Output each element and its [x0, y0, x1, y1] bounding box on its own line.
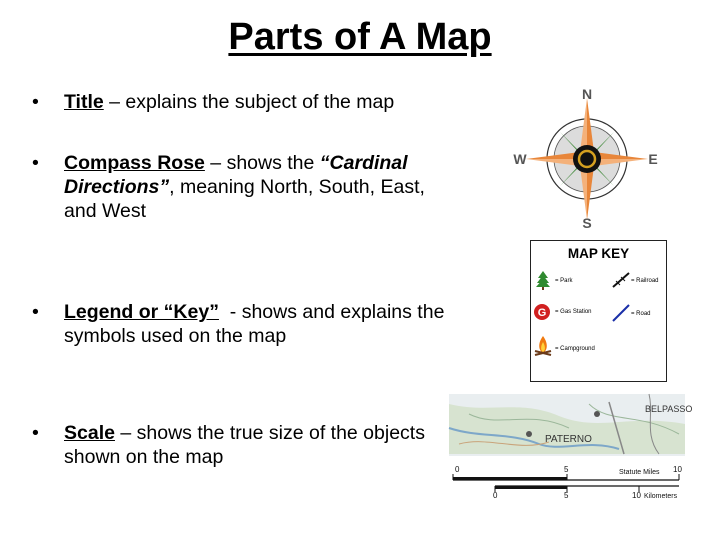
campground-icon — [535, 336, 551, 355]
miles-tick-0: 0 — [455, 465, 460, 474]
compass-rose-image — [512, 86, 662, 232]
bullet-text: , meaning North, South, East, and West — [64, 176, 425, 222]
term-compass-rose: Compass Rose — [64, 152, 205, 174]
gas-station-icon — [534, 304, 550, 320]
map-key-label-campground: = Campground — [555, 346, 595, 352]
km-label: Kilometers — [644, 493, 678, 500]
map-key-title: MAP KEY — [567, 246, 630, 261]
map-key-image — [530, 240, 667, 382]
compass-center-emblem — [573, 145, 601, 173]
bullet-emphasis: “Cardinal Directions” — [64, 152, 408, 198]
svg-text:G: G — [537, 307, 547, 319]
km-tick-0: 0 — [493, 491, 498, 500]
bullet-compass-rose — [32, 151, 452, 223]
miles-tick-5: 5 — [564, 465, 569, 474]
road-icon — [613, 305, 629, 321]
park-icon — [536, 271, 550, 290]
bullet-title — [32, 90, 452, 114]
term-scale: Scale — [64, 422, 115, 444]
compass-n-label: N — [581, 86, 593, 102]
bullet-dot: • — [32, 152, 39, 174]
map-key-label-railroad: = Railroad — [631, 278, 659, 284]
miles-tick-10: 10 — [673, 465, 682, 474]
compass-w-label: W — [513, 151, 527, 167]
bullet-dot: • — [32, 301, 39, 323]
km-tick-5: 5 — [564, 491, 569, 500]
bullet-dot: • — [32, 422, 39, 444]
map-key-label-park: = Park — [555, 278, 573, 284]
term-legend: Legend or “Key” — [64, 301, 219, 323]
bullet-text: – shows the — [204, 152, 320, 174]
bullet-dot: • — [32, 91, 39, 113]
map-place-belpasso: BELPASSO — [645, 404, 693, 414]
km-tick-10: 10 — [632, 491, 641, 500]
miles-label: Statute Miles — [619, 469, 660, 476]
bullet-scale — [32, 421, 432, 469]
bullet-text: - shows and explains the symbols used on the map — [64, 301, 450, 347]
map-key-label-road: = Road — [631, 311, 651, 317]
railroad-icon — [613, 273, 629, 287]
bullet-text: – shows the true size of the objects shown on the map — [64, 422, 425, 468]
slide-title: Parts of A Map — [228, 16, 492, 58]
bullet-legend — [32, 300, 462, 348]
bullet-text: – explains the subject of the map — [103, 91, 395, 113]
map-place-paterno: PATERNO — [545, 434, 592, 445]
scale-map-image — [449, 394, 693, 522]
compass-s-label: S — [582, 215, 592, 231]
term-title: Title — [64, 91, 104, 113]
map-key-label-gas-station: = Gas Station — [555, 309, 592, 315]
compass-e-label: E — [648, 151, 658, 167]
